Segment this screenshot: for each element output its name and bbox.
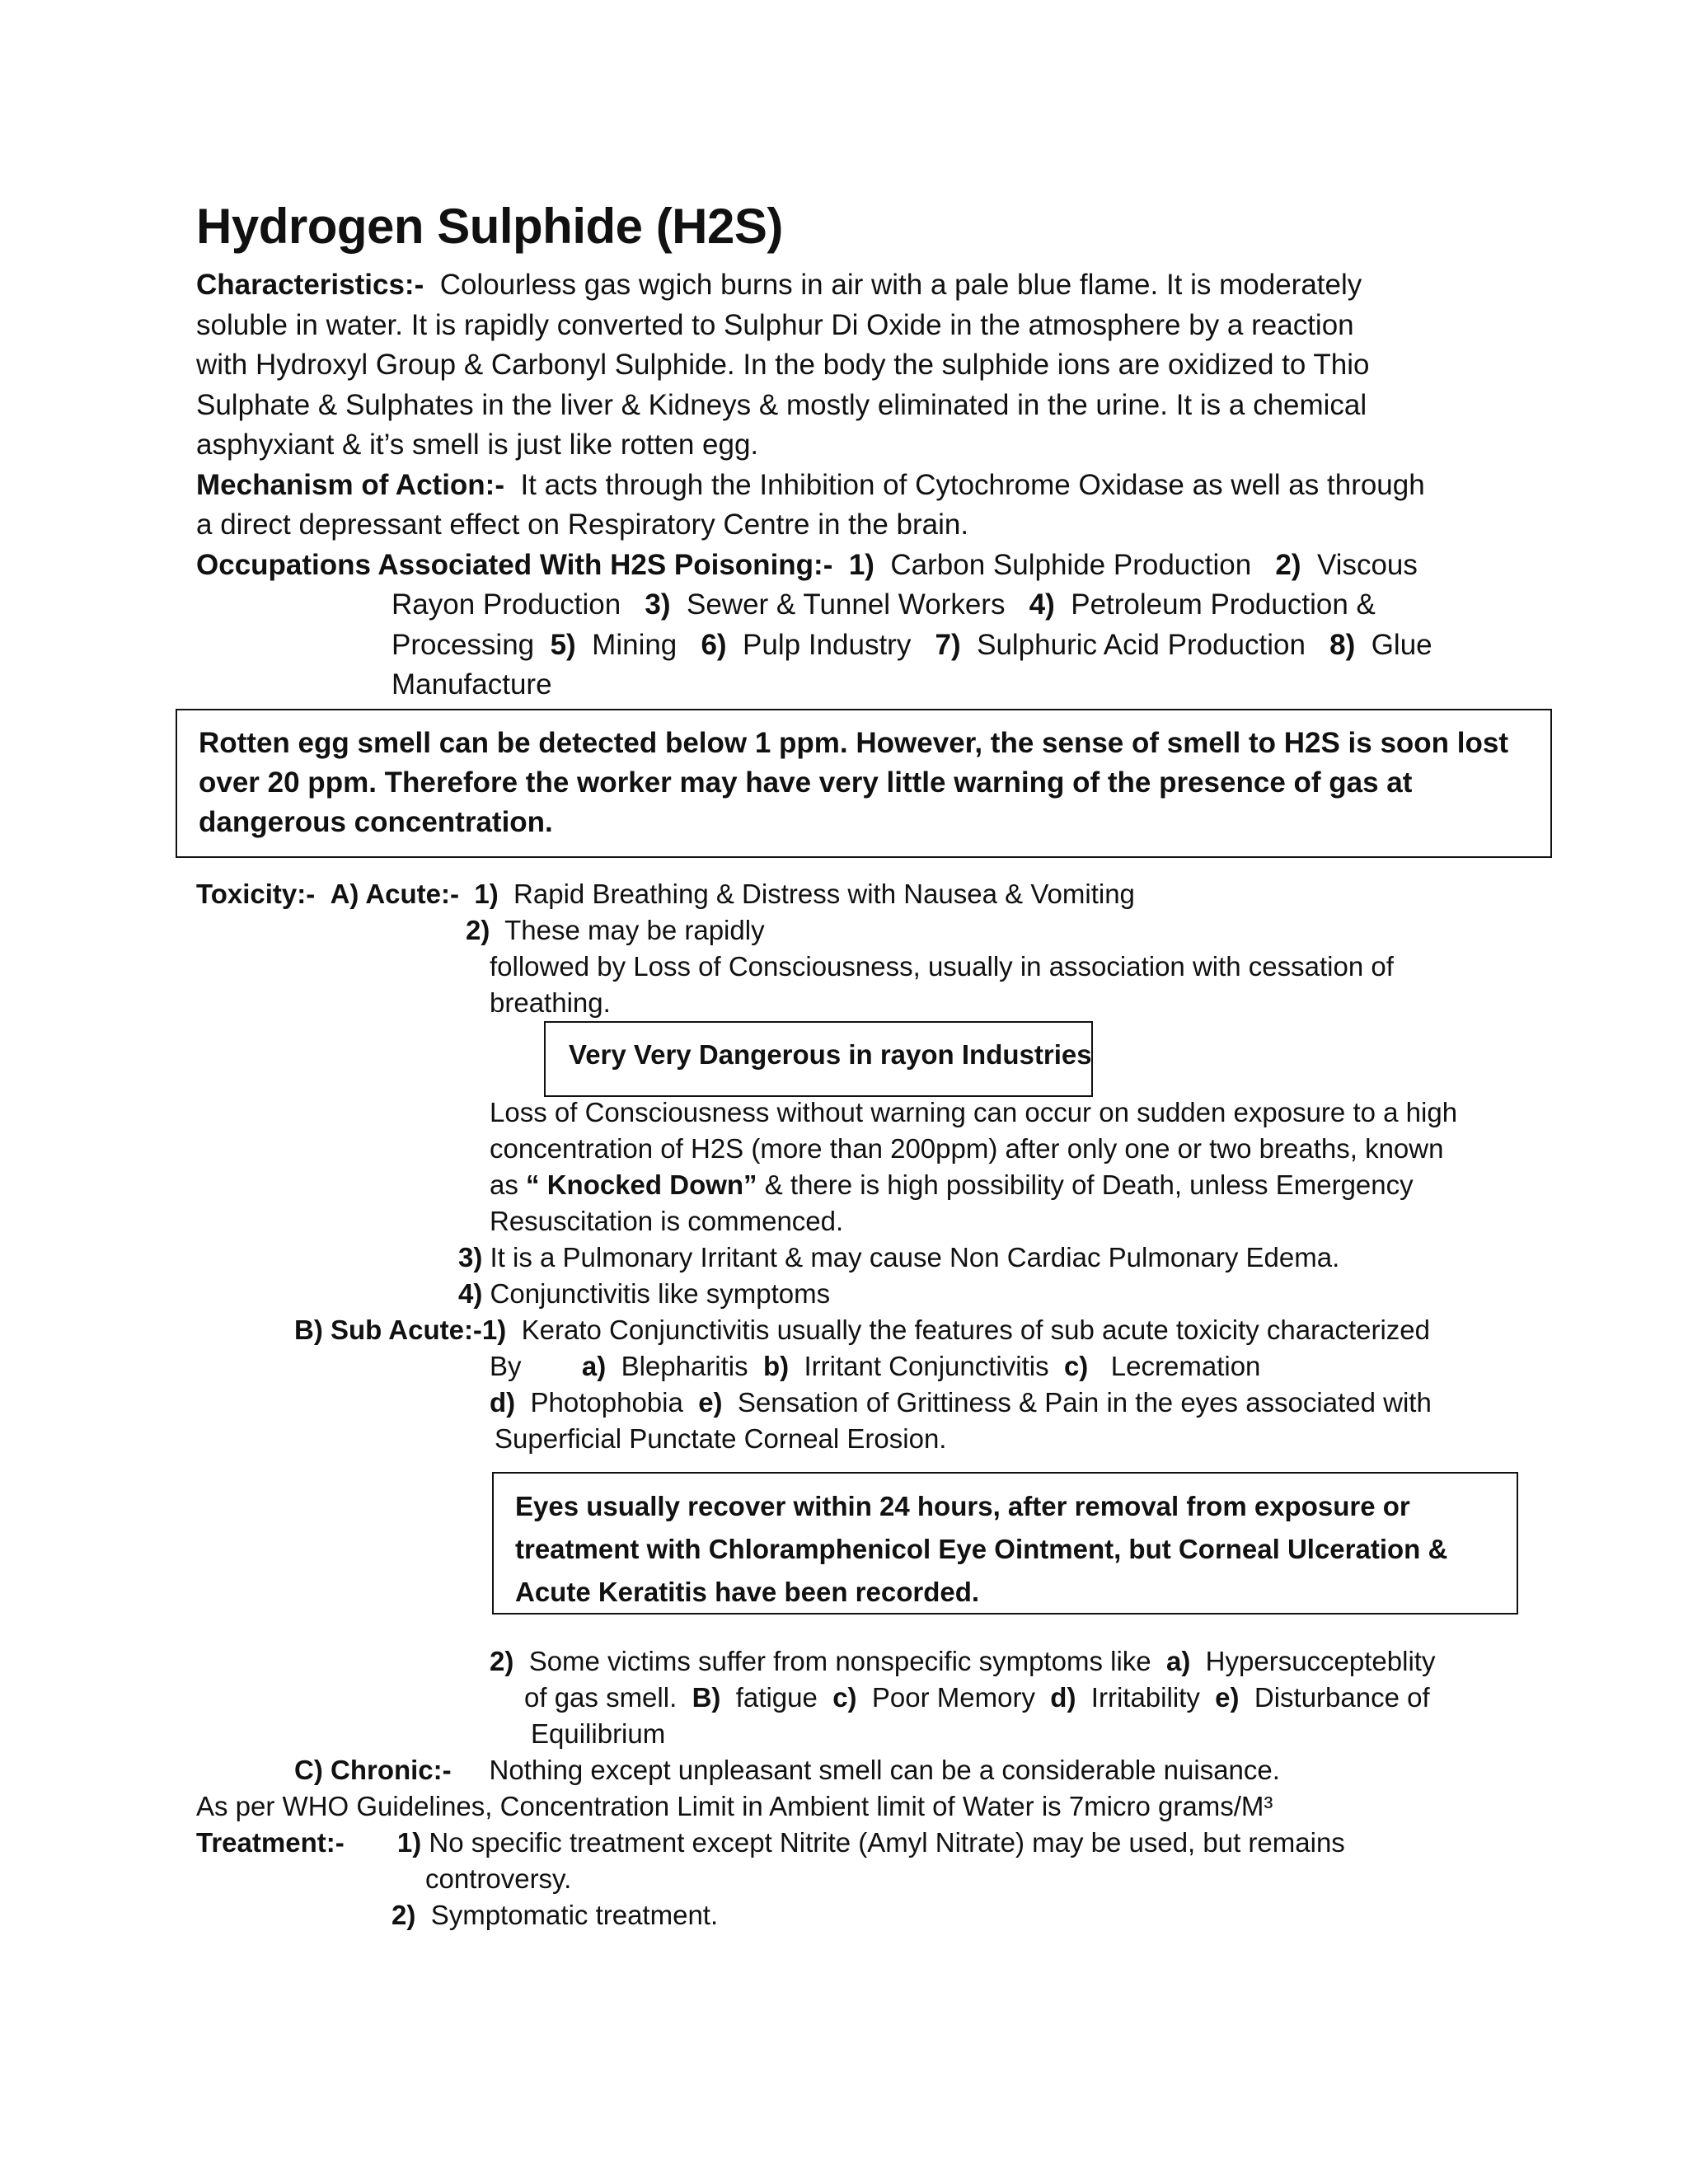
acute-item-2-line-2: followed by Loss of Consciousness, usually in association with cessation of xyxy=(490,951,1394,982)
characteristics-label: Characteristics:- xyxy=(196,269,424,301)
warning-box xyxy=(176,709,1552,858)
treatment-label: Treatment:- xyxy=(196,1827,345,1858)
subacute-line-4: Superficial Punctate Corneal Erosion. xyxy=(495,1423,947,1454)
characteristics-line-5: asphyxiant & it’s smell is just like rotten egg. xyxy=(196,429,759,461)
knocked-down-line-4: Resuscitation is commenced. xyxy=(490,1206,844,1236)
treatment-item-2: 2) Symptomatic treatment. xyxy=(392,1900,719,1930)
eyes-box-line-2: treatment with Chloramphenicol Eye Ointment, but Corneal Ulceration & xyxy=(515,1534,1448,1564)
acute-item-2-line-3: breathing. xyxy=(490,987,611,1018)
eyes-box-line-1: Eyes usually recover within 24 hours, after removal from exposure or xyxy=(515,1491,1410,1521)
acute-item-2: 2) These may be rapidly xyxy=(466,915,765,945)
toxicity-acute-line-1: Toxicity:- A) Acute:- 1) Rapid Breathing & Distress with Nausea & Vomiting xyxy=(196,879,1135,909)
warning-line-3: dangerous concentration. xyxy=(199,806,553,838)
who-guideline: As per WHO Guidelines, Concentration Limit in Ambient limit of Water is 7micro grams/M³ xyxy=(196,1791,1273,1821)
treatment-line-1: Treatment:- 1) No specific treatment except Nitrite (Amyl Nitrate) may be used, but remains xyxy=(196,1827,1345,1858)
knocked-down-line-1: Loss of Consciousness without warning can occur on sudden exposure to a high xyxy=(490,1097,1458,1127)
characteristics-line-2: soluble in water. It is rapidly converted to Sulphur Di Oxide in the atmosphere by a reaction xyxy=(196,308,1354,341)
acute-item-4: 4) Conjunctivitis like symptoms xyxy=(458,1278,831,1309)
characteristics-line-4: Sulphate & Sulphates in the liver & Kidneys & mostly eliminated in the urine. It is a chemical xyxy=(196,388,1367,421)
subacute-item-2-line-1: 2) Some victims suffer from nonspecific symptoms like a) Hypersuccepteblity xyxy=(490,1646,1436,1676)
subacute-line-1: B) Sub Acute:-1) Kerato Conjunctivitis usually the features of sub acute toxicity characterized xyxy=(294,1315,1430,1345)
intro-section xyxy=(196,265,1482,705)
knocked-down-line-2: concentration of H2S (more than 200ppm) after only one or two breaths, known xyxy=(490,1133,1444,1164)
occupations-label: Occupations Associated With H2S Poisoning:- xyxy=(196,548,833,581)
toxicity-label: Toxicity:- xyxy=(196,879,316,909)
subacute-line-2: By a) Blepharitis b) Irritant Conjunctivitis c) Lecremation xyxy=(490,1351,1261,1381)
rayon-warning-box: Very Very Dangerous in rayon Industries xyxy=(544,1021,1093,1097)
occupations-line-2: Rayon Production 3) Sewer & Tunnel Workers 4) Petroleum Production & xyxy=(392,588,1376,621)
knocked-down-line-3: as “ Knocked Down” & there is high possibility of Death, unless Emergency xyxy=(490,1169,1414,1200)
treatment-line-2: controversy. xyxy=(425,1863,572,1894)
subacute-item-2-line-3: Equilibrium xyxy=(531,1718,666,1749)
warning-line-2: over 20 ppm. Therefore the worker may have very little warning of the presence of gas at xyxy=(199,766,1413,799)
occupations-line-3: Processing 5) Mining 6) Pulp Industry 7) Sulphuric Acid Production 8) Glue xyxy=(392,628,1432,661)
eyes-recovery-box xyxy=(492,1472,1518,1615)
subacute-label: B) Sub Acute:-1) xyxy=(294,1315,507,1345)
mechanism-label: Mechanism of Action:- xyxy=(196,468,504,501)
subacute-item-2-line-2: of gas smell. B) fatigue c) Poor Memory d) Irritability e) Disturbance of xyxy=(524,1682,1430,1713)
mechanism-line-2: a direct depressant effect on Respiratory Centre in the brain. xyxy=(196,509,969,541)
characteristics-line-1: Characteristics:- Colourless gas wgich burns in air with a pale blue flame. It is moderately xyxy=(196,269,1362,301)
chronic-label: C) Chronic:- xyxy=(294,1755,452,1785)
page-title: Hydrogen Sulphide (H2S) xyxy=(196,199,783,254)
occupations-line-4: Manufacture xyxy=(392,668,552,701)
chronic-line: C) Chronic:- Nothing except unpleasant smell can be a considerable nuisance. xyxy=(294,1755,1280,1785)
warning-line-1: Rotten egg smell can be detected below 1 ppm. However, the sense of smell to H2S is soon lost xyxy=(199,727,1508,759)
acute-item-3: 3) It is a Pulmonary Irritant & may cause Non Cardiac Pulmonary Edema. xyxy=(458,1242,1340,1272)
mechanism-line-1: Mechanism of Action:- It acts through the Inhibition of Cytochrome Oxidase as well as through xyxy=(196,468,1425,501)
subacute-line-3: d) Photophobia e) Sensation of Grittiness & Pain in the eyes associated with xyxy=(490,1387,1432,1418)
eyes-box-line-3: Acute Keratitis have been recorded. xyxy=(515,1577,980,1607)
acute-label: A) Acute:- xyxy=(330,879,460,909)
knocked-down-term: “ Knocked Down” xyxy=(526,1169,757,1200)
characteristics-line-3: with Hydroxyl Group & Carbonyl Sulphide. In the body the sulphide ions are oxidized to Thio xyxy=(196,349,1370,381)
occupations-line-1: Occupations Associated With H2S Poisoning:- 1) Carbon Sulphide Production 2) Viscous xyxy=(196,548,1418,581)
